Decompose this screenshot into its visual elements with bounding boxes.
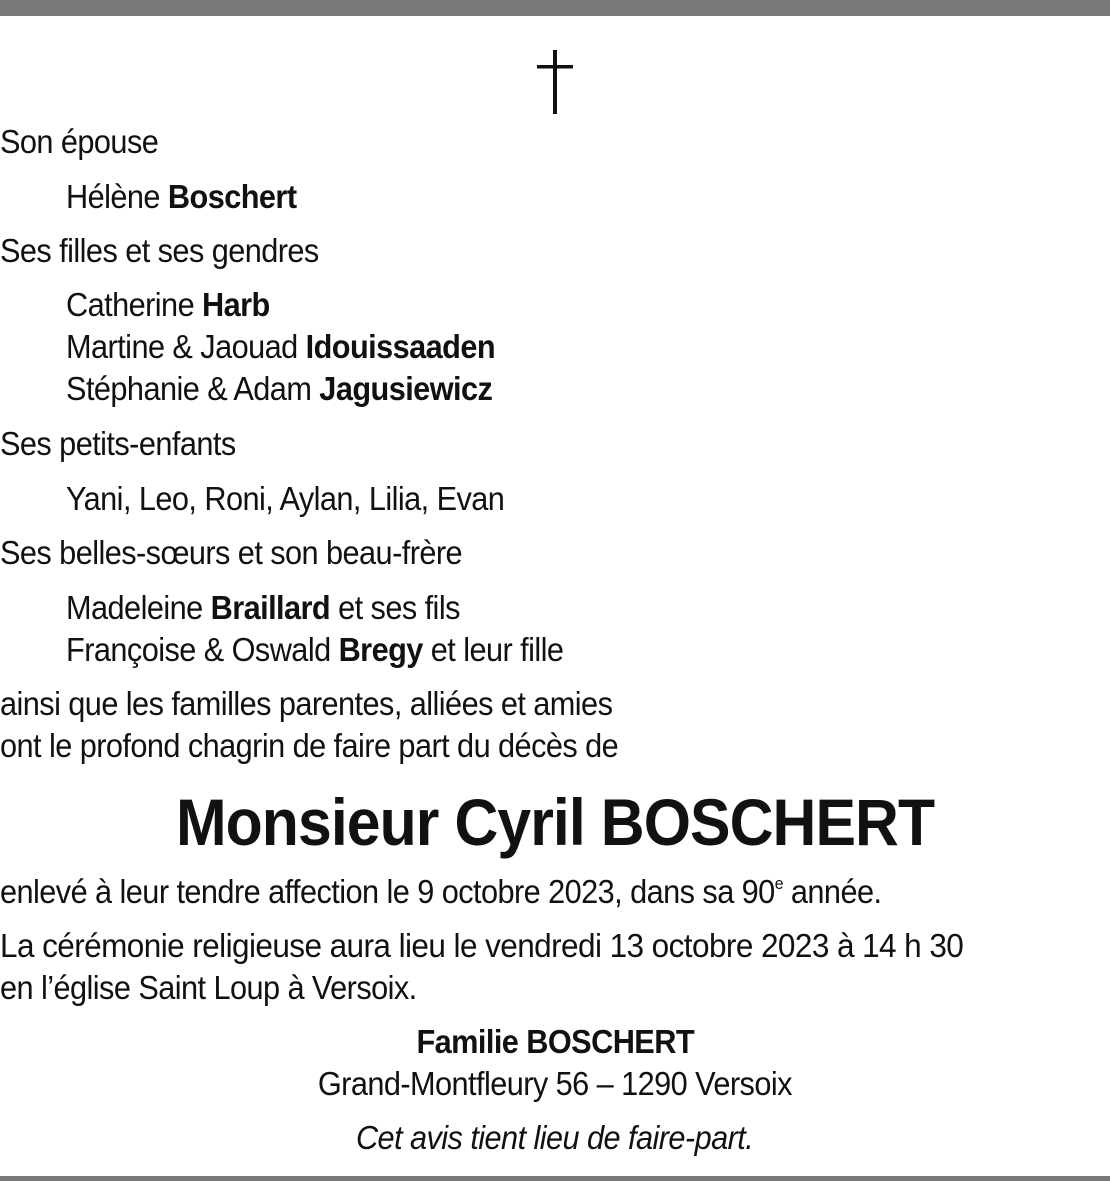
deceased-name: Monsieur Cyril BOSCHERT — [175, 785, 935, 859]
grandchildren-heading: Ses petits-enfants — [0, 425, 236, 462]
daughters-heading: Ses filles et ses gendres — [0, 232, 319, 269]
passing-line: enlevé à leur tendre affection le 9 octobre 2023, dans sa 90e année. — [0, 873, 882, 910]
in-law-entry: Madeleine Braillard et ses fils — [66, 589, 460, 626]
family-signature: Familie BOSCHERT — [416, 1023, 694, 1060]
spouse-name: Hélène Boschert — [66, 178, 297, 215]
in-law-entry: Françoise & Oswald Bregy et leur fille — [66, 631, 564, 668]
notice-line: Cet avis tient lieu de faire-part. — [356, 1119, 754, 1156]
in-laws-heading: Ses belles-sœurs et son beau-frère — [0, 534, 463, 571]
announce-line: ont le profond chagrin de faire part du décès de — [0, 727, 619, 764]
ceremony-line-1: La cérémonie religieuse aura lieu le vendredi 13 octobre 2023 à 14 h 30 — [0, 927, 964, 964]
spouse-heading: Son épouse — [0, 123, 159, 160]
family-address: Grand-Montfleury 56 – 1290 Versoix — [317, 1065, 793, 1102]
top-rule — [0, 0, 1110, 16]
ceremony-line-2: en l’église Saint Loup à Versoix. — [0, 969, 417, 1006]
bottom-rule — [0, 1176, 1110, 1181]
daughter-entry: Catherine Harb — [66, 286, 270, 323]
families-line: ainsi que les familles parentes, alliées et amies — [0, 685, 613, 722]
daughter-entry: Martine & Jaouad Idouissaaden — [66, 328, 496, 365]
latin-cross-icon — [535, 50, 575, 114]
grandchildren-names: Yani, Leo, Roni, Aylan, Lilia, Evan — [66, 480, 505, 517]
daughter-entry: Stéphanie & Adam Jagusiewicz — [66, 370, 493, 407]
